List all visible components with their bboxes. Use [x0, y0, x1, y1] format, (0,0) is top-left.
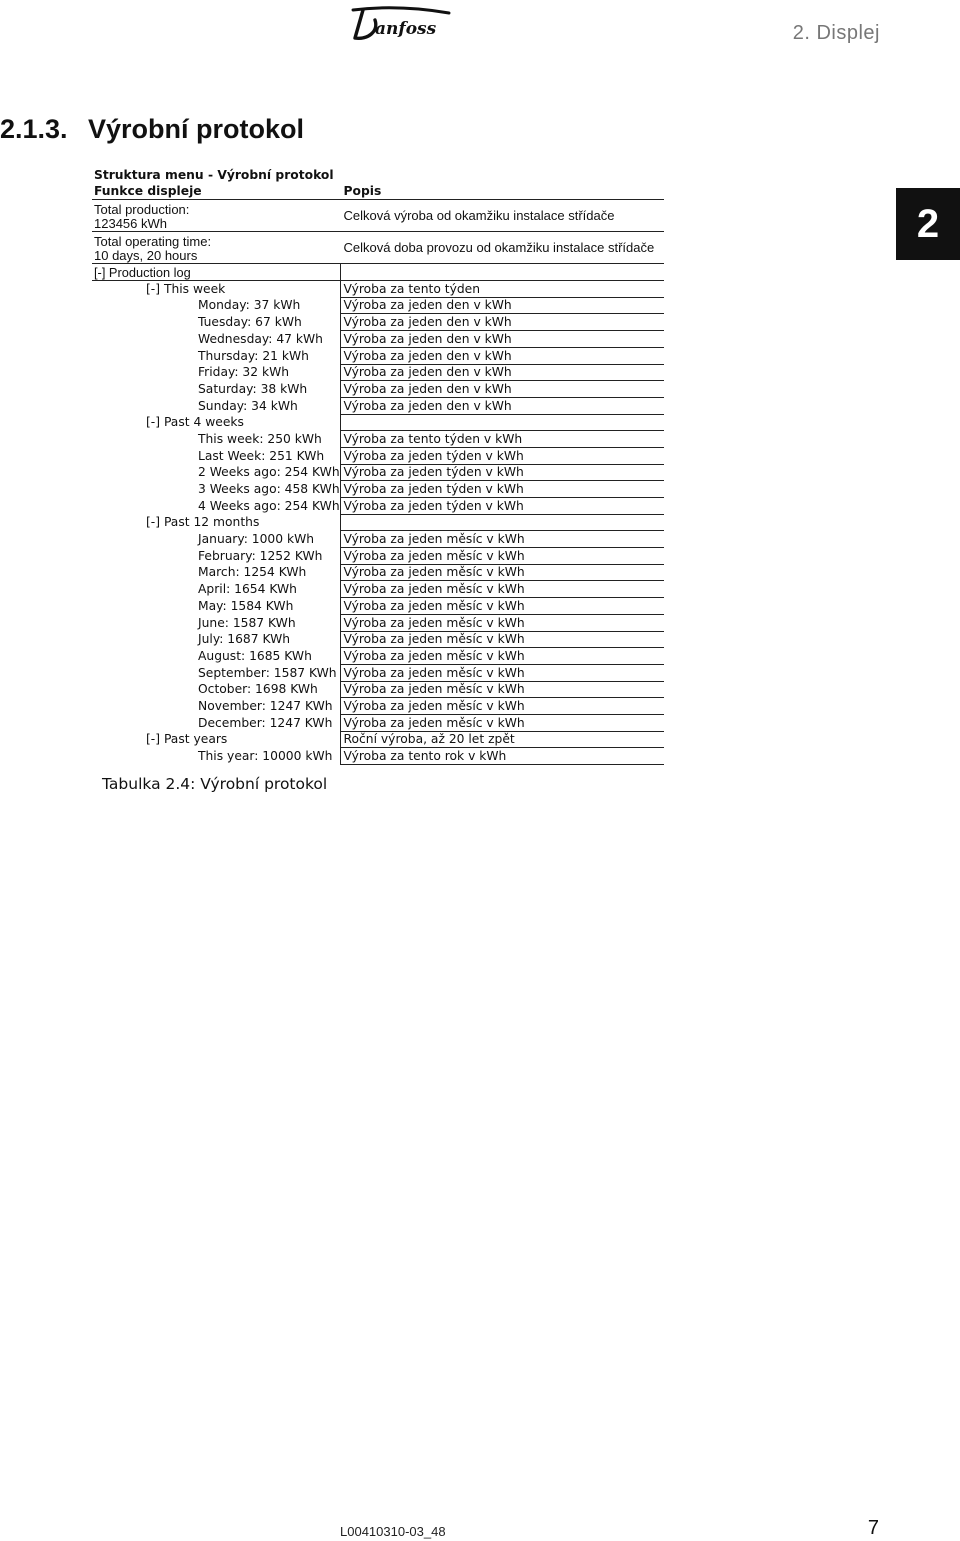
table-row: [92, 447, 664, 464]
menu-item-label: December: 1247 KWh: [92, 714, 340, 731]
menu-item-description: Výroba za jeden měsíc v kWh: [340, 648, 664, 665]
total-production-description: Celková výroba od okamžiku instalace střídače: [340, 200, 664, 232]
table-row: [92, 598, 664, 615]
table-title: Struktura menu - Výrobní protokol: [94, 167, 334, 182]
menu-item-description: Výroba za jeden den v kWh: [340, 381, 664, 398]
total-production-cell: [92, 200, 340, 232]
table-row: [92, 648, 664, 665]
menu-item-label: 2 Weeks ago: 254 KWh: [92, 464, 340, 481]
heading-title: Výrobní protokol: [88, 114, 304, 144]
menu-item-label: April: 1654 KWh: [92, 581, 340, 598]
menu-item-description: Výroba za tento rok v kWh: [340, 748, 664, 765]
menu-item-description: Výroba za jeden týden v kWh: [340, 447, 664, 464]
column-header-description: Popis: [340, 183, 664, 200]
table-row: [92, 464, 664, 481]
menu-item-description: Výroba za tento týden: [340, 281, 664, 298]
table-row: [92, 548, 664, 565]
table-header-row: [92, 183, 664, 200]
table-row: [92, 531, 664, 548]
menu-item-label: February: 1252 KWh: [92, 548, 340, 565]
table-row: [92, 498, 664, 515]
table-row: [92, 397, 664, 414]
menu-item-label: 3 Weeks ago: 458 KWh: [92, 481, 340, 498]
table-row: [92, 698, 664, 715]
menu-item-label: Monday: 37 kWh: [92, 297, 340, 314]
table-row: [92, 731, 664, 748]
menu-item-description: Výroba za jeden měsíc v kWh: [340, 531, 664, 548]
menu-item-description: Výroba za jeden měsíc v kWh: [340, 614, 664, 631]
menu-item-label: Sunday: 34 kWh: [92, 397, 340, 414]
menu-item-label: Saturday: 38 kWh: [92, 381, 340, 398]
table-row: [92, 614, 664, 631]
menu-item-label: This week: 250 kWh: [92, 431, 340, 448]
total-time-value: 10 days, 20 hours: [94, 248, 198, 264]
menu-item-description: Výroba za jeden měsíc v kWh: [340, 564, 664, 581]
menu-structure-table: [92, 167, 665, 765]
menu-item-label: [-] Past years: [92, 731, 340, 748]
menu-item-description: Výroba za jeden den v kWh: [340, 397, 664, 414]
menu-item-description: [340, 414, 664, 431]
menu-item-description: Výroba za jeden měsíc v kWh: [340, 681, 664, 698]
menu-item-description: Výroba za jeden měsíc v kWh: [340, 631, 664, 648]
section-label: 2. Displej: [792, 22, 880, 44]
menu-item-label: Friday: 32 kWh: [92, 364, 340, 381]
table-caption: Tabulka 2.4: Výrobní protokol: [102, 775, 328, 793]
menu-item-label: [-] Past 4 weeks: [92, 414, 340, 431]
menu-item-label: November: 1247 KWh: [92, 698, 340, 715]
menu-item-label: Thursday: 21 kWh: [92, 347, 340, 364]
heading-number: 2.1.3.: [0, 114, 68, 144]
chapter-tab: 2: [896, 188, 960, 260]
table-row: [92, 200, 664, 232]
column-header-function: Funkce displeje: [92, 183, 340, 200]
menu-item-description: Výroba za jeden měsíc v kWh: [340, 598, 664, 615]
menu-item-label: Last Week: 251 KWh: [92, 447, 340, 464]
table-row: [92, 564, 664, 581]
table-row: [92, 331, 664, 348]
total-production-label: Total production:: [94, 202, 190, 218]
menu-item-description: Výroba za jeden měsíc v kWh: [340, 714, 664, 731]
menu-item-description: Výroba za jeden měsíc v kWh: [340, 698, 664, 715]
table-row: [92, 364, 664, 381]
document-code: L00410310-03_48: [340, 1524, 446, 1539]
menu-item-label: This year: 10000 kWh: [92, 748, 340, 765]
menu-item-label: October: 1698 KWh: [92, 681, 340, 698]
menu-item-description: Výroba za jeden den v kWh: [340, 314, 664, 331]
menu-item-description: Výroba za jeden den v kWh: [340, 297, 664, 314]
menu-item-description: Výroba za jeden měsíc v kWh: [340, 548, 664, 565]
menu-item-label: [-] Production log: [92, 264, 340, 281]
menu-item-label: [-] This week: [92, 281, 340, 298]
table-row: [92, 297, 664, 314]
table-title-row: [92, 167, 664, 183]
menu-item-label: June: 1587 KWh: [92, 614, 340, 631]
table-row: [92, 381, 664, 398]
total-time-description: Celková doba provozu od okamžiku instalace střídače: [340, 232, 664, 264]
table-row: [92, 681, 664, 698]
menu-item-description: Výroba za jeden týden v kWh: [340, 481, 664, 498]
table-row: [92, 481, 664, 498]
menu-item-label: August: 1685 KWh: [92, 648, 340, 665]
menu-item-description: Výroba za jeden den v kWh: [340, 364, 664, 381]
table-row: [92, 347, 664, 364]
total-time-label: Total operating time:: [94, 234, 212, 250]
menu-item-description: Výroba za jeden měsíc v kWh: [340, 664, 664, 681]
menu-item-description: Výroba za jeden měsíc v kWh: [340, 581, 664, 598]
table-row: [92, 748, 664, 765]
menu-item-description: Výroba za jeden den v kWh: [340, 331, 664, 348]
menu-item-label: Tuesday: 67 kWh: [92, 314, 340, 331]
table-row: [92, 664, 664, 681]
page-heading: [0, 114, 304, 145]
menu-item-label: January: 1000 kWh: [92, 531, 340, 548]
table-row: [92, 414, 664, 431]
total-production-value: 123456 kWh: [94, 216, 167, 232]
table-row: [92, 232, 664, 264]
table-row: [92, 714, 664, 731]
menu-item-description: Výroba za jeden týden v kWh: [340, 464, 664, 481]
menu-item-description: [340, 264, 664, 281]
menu-item-description: Výroba za jeden týden v kWh: [340, 498, 664, 515]
table-row: [92, 514, 664, 531]
menu-item-label: September: 1587 KWh: [92, 664, 340, 681]
menu-item-label: [-] Past 12 months: [92, 514, 340, 531]
table-row: [92, 264, 664, 281]
page-number: 7: [867, 1517, 879, 1539]
menu-item-label: March: 1254 KWh: [92, 564, 340, 581]
menu-item-label: May: 1584 KWh: [92, 598, 340, 615]
menu-item-description: [340, 514, 664, 531]
menu-item-description: Výroba za jeden den v kWh: [340, 347, 664, 364]
menu-item-description: Výroba za tento týden v kWh: [340, 431, 664, 448]
total-time-cell: [92, 232, 340, 264]
table-row: [92, 281, 664, 298]
menu-item-label: 4 Weeks ago: 254 KWh: [92, 498, 340, 515]
menu-item-description: Roční výroba, až 20 let zpět: [340, 731, 664, 748]
svg-text:anfoss: anfoss: [375, 19, 437, 39]
table-row: [92, 631, 664, 648]
menu-item-label: July: 1687 KWh: [92, 631, 340, 648]
table-row: [92, 314, 664, 331]
table-row: [92, 431, 664, 448]
danfoss-logo: [345, 4, 457, 44]
table-row: [92, 581, 664, 598]
menu-item-label: Wednesday: 47 kWh: [92, 331, 340, 348]
